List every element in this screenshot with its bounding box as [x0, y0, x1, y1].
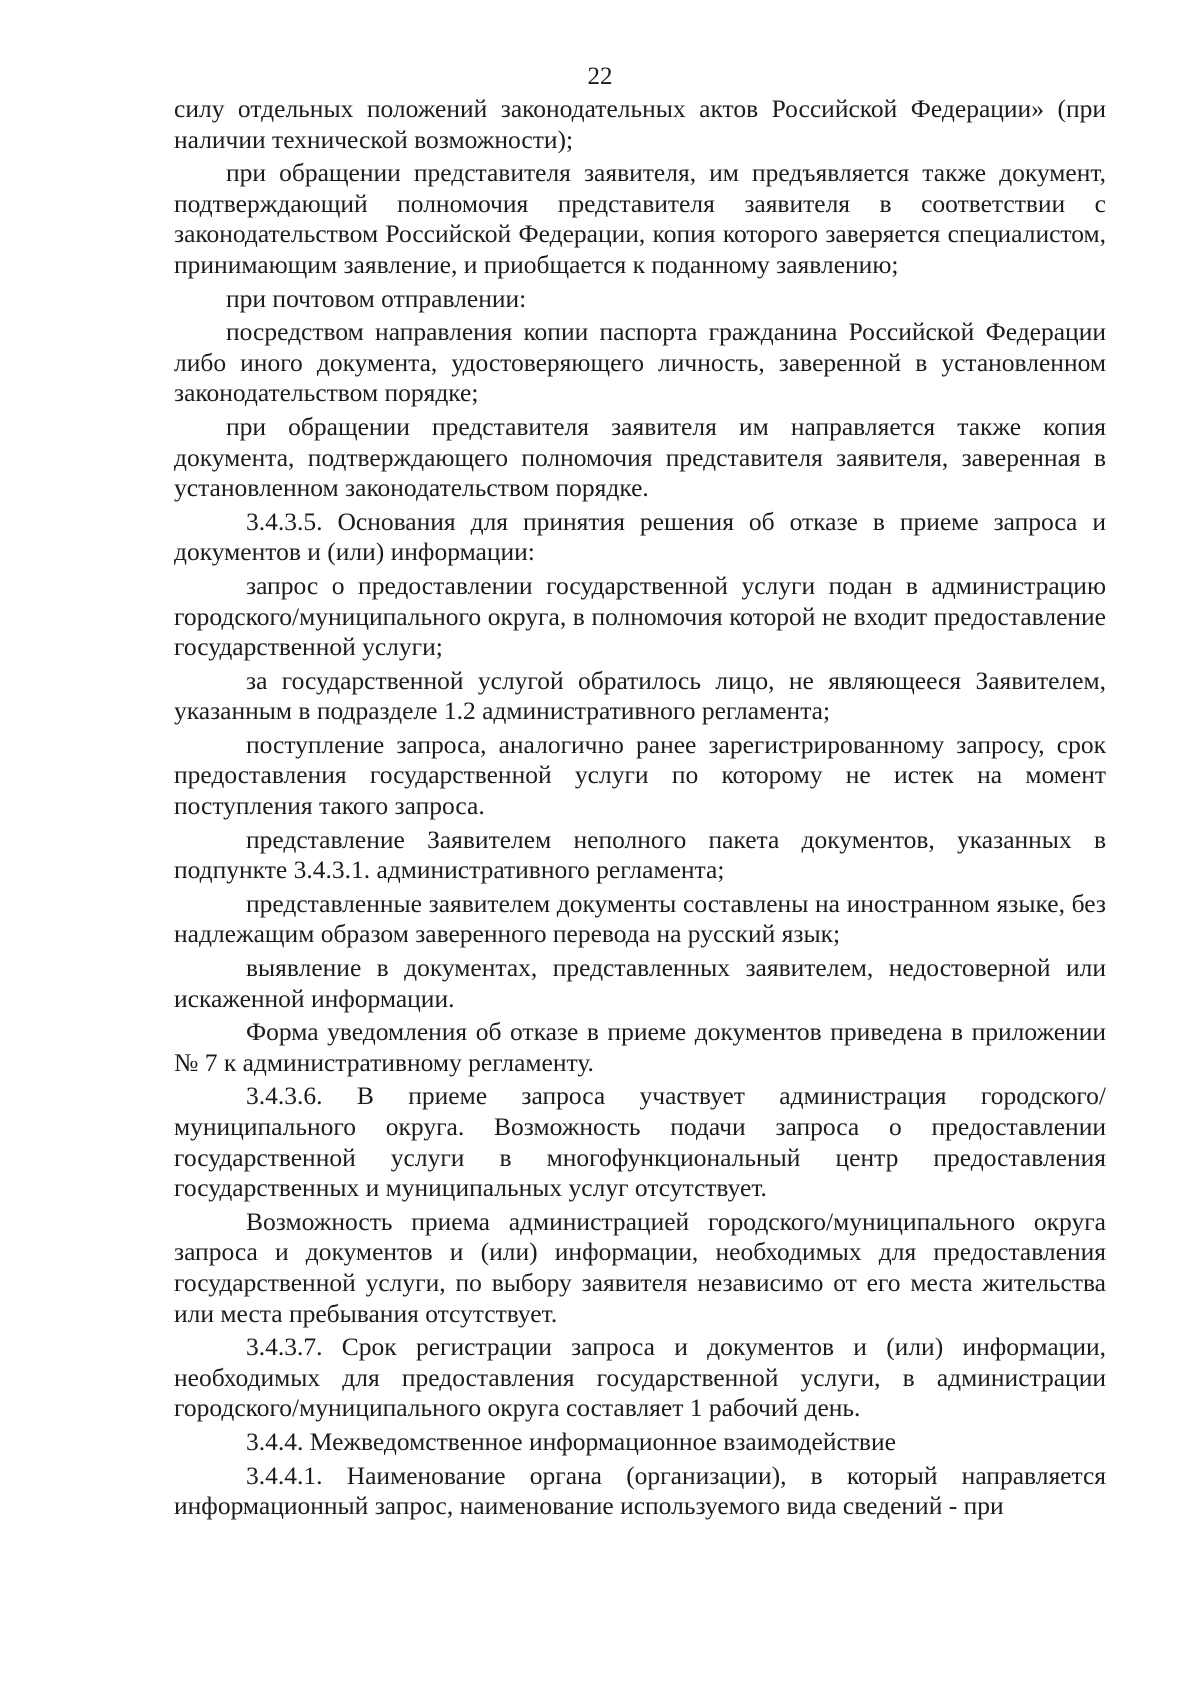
paragraph: представление Заявителем неполного пакета документов, указанных в подпункте 3.4.3.1. административного регламента;: [174, 824, 1106, 885]
paragraph: запрос о предоставлении государственной услуги подан в администрацию городского/муниципального округа, в полномочия которой не входит предоставление государственной услуги;: [174, 570, 1106, 662]
paragraph: посредством направления копии паспорта гражданина Российской Федерации либо иного документа, удостоверяющего личность, заверенной в установленном законодательством порядке;: [174, 317, 1106, 408]
document-body: [174, 94, 1106, 1522]
page-number: 22: [587, 63, 613, 90]
paragraph: при обращении представителя заявителя им направляется также копия документа, подтверждающего полномочия представителя заявителя, заверенная в установленном законодательством порядке.: [174, 411, 1106, 503]
paragraph: 3.4.4.1. Наименование органа (организации), в который направляется информационный запрос, наименование используемого вида сведений - при: [174, 1460, 1106, 1521]
paragraph: поступление запроса, аналогично ранее зарегистрированному запросу, срок предоставления государственной услуги по которому не истек на момент поступления такого запроса.: [174, 729, 1106, 821]
paragraph: при почтовом отправлении:: [226, 283, 527, 313]
paragraph: при обращении представителя заявителя, им предъявляется также документ, подтверждающий полномочия представителя заявителя в соответствии с законодательством Российской Федерации, копия которого заверяется специалистом, принимающим заявление, и приобщается к поданному заявлению;: [174, 158, 1106, 279]
paragraph: за государственной услугой обратилось лицо, не являющееся Заявителем, указанным в подразделе 1.2 административного регламента;: [174, 665, 1106, 726]
paragraph: выявление в документах, представленных заявителем, недостоверной или искаженной информации.: [174, 953, 1106, 1013]
paragraph: представленные заявителем документы составлены на иностранном языке, без надлежащим образом заверенного перевода на русский язык;: [174, 888, 1106, 949]
paragraph: 3.4.3.6. В приеме запроса участвует администрация городского/муниципального округа. Возможность подачи запроса о предоставлении государственной услуги в многофункциональный центр предоставления государственных и муниципальных услуг отсутствует.: [174, 1081, 1106, 1203]
paragraph: Форма уведомления об отказе в приеме документов приведена в приложении № 7 к административному регламенту.: [174, 1017, 1106, 1077]
section-heading: 3.4.4. Межведомственное информационное взаимодействие: [246, 1426, 896, 1456]
paragraph: 3.4.3.7. Срок регистрации запроса и документов и (или) информации, необходимых для предоставления государственной услуги, в администрации городского/муниципального округа составляет 1 рабочий день.: [174, 1332, 1106, 1423]
paragraph: силу отдельных положений законодательных актов Российской Федерации» (при наличии технической возможности);: [174, 94, 1106, 154]
paragraph: 3.4.3.5. Основания для принятия решения об отказе в приеме запроса и документов и (или) информации:: [174, 506, 1106, 567]
paragraph: Возможность приема администрацией городского/муниципального округа запроса и документов и (или) информации, необходимых для предоставления государственной услуги, по выбору заявителя независимо от его места жительства или места пребывания отсутствует.: [174, 1206, 1106, 1328]
